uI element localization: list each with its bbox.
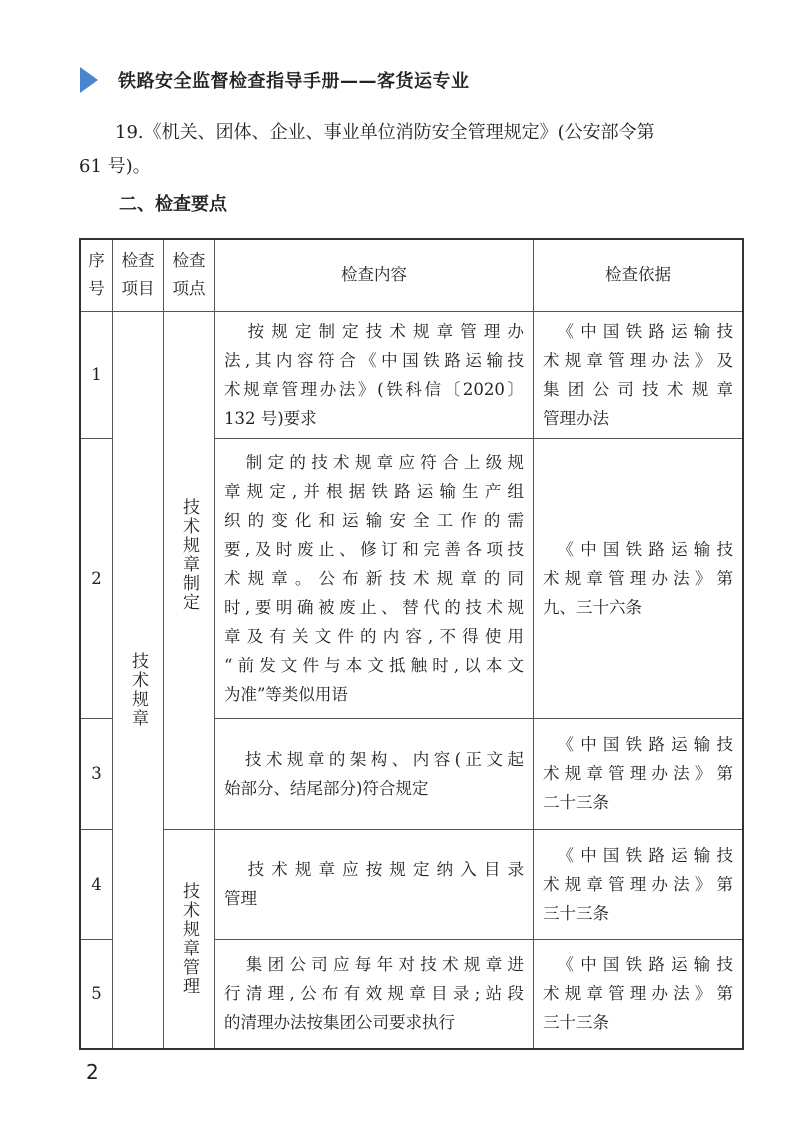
text-line: 时,要明确被废止、替代的技术规 <box>224 597 524 617</box>
item-cell: 技术规章 <box>113 311 164 1049</box>
running-header <box>80 64 470 96</box>
row-basis <box>534 939 744 1049</box>
text-line: 的清理办法按集团公司要求执行 <box>224 1013 455 1033</box>
table-row <box>80 311 743 438</box>
text-line: 行清理,公布有效规章目录;站段 <box>224 984 524 1004</box>
row-seq: 4 <box>80 829 113 939</box>
text-line: 管理办法 <box>543 408 609 428</box>
text-line: 三十三条 <box>543 1013 609 1033</box>
text-line: 制定的技术规章应符合上级规 <box>224 452 524 472</box>
row-seq: 1 <box>80 311 113 438</box>
text-line: 《中国铁路运输技 <box>543 735 733 754</box>
text-line: 技术规章的架构、内容(正文起 <box>224 749 524 769</box>
table-row <box>80 829 743 939</box>
text-line: 术规章管理办法》第 <box>543 568 733 588</box>
row-seq: 3 <box>80 718 113 829</box>
table-header-row <box>80 239 743 311</box>
inspection-table <box>79 238 744 1050</box>
text-line: 管理 <box>224 889 257 908</box>
row-basis <box>534 438 744 718</box>
text-line: 《中国铁路运输技 <box>543 955 733 975</box>
text-line: 始部分、结尾部分)符合规定 <box>224 778 429 798</box>
triangle-marker-icon <box>80 67 98 93</box>
text-line: 集团公司应每年对技术规章进 <box>224 955 524 975</box>
text-line: 二十三条 <box>543 793 609 812</box>
text-line: 法,其内容符合《中国铁路运输技 <box>224 350 524 370</box>
header-item: 检查 项目 <box>113 239 164 311</box>
text-line: 章规定,并根据铁路运输生产组 <box>224 481 524 501</box>
text-line: 术规章管理办法》第 <box>543 874 733 894</box>
header-basis: 检查依据 <box>534 239 744 311</box>
text-line: 要,及时废止、修订和完善各项技 <box>224 539 524 559</box>
row-content <box>215 311 534 438</box>
text-line: 《中国铁路运输技 <box>543 321 733 341</box>
text-line: 为准”等类似用语 <box>224 684 348 704</box>
text-line: 术规章。公布新技术规章的同 <box>224 568 524 588</box>
row-content <box>215 939 534 1049</box>
text-line: 技术规章应按规定纳入目录 <box>224 860 524 879</box>
row-seq: 5 <box>80 939 113 1049</box>
text-line: “前发文件与本文抵触时,以本文 <box>224 655 524 675</box>
text-line: 织的变化和运输安全工作的需 <box>224 510 524 530</box>
text-line: 《中国铁路运输技 <box>543 845 733 865</box>
text-line: 九、三十六条 <box>543 597 642 617</box>
row-seq: 2 <box>80 438 113 718</box>
header-point: 检查 项点 <box>164 239 215 311</box>
header-title: 铁路安全监督检查指导手册——客货运专业 <box>118 71 470 92</box>
text-line: 集团公司技术规章 <box>543 379 733 399</box>
header-content: 检查内容 <box>215 239 534 311</box>
page-number: 2 <box>86 1060 99 1084</box>
text-line: 术规章管理办法》及 <box>543 350 733 370</box>
point-cell: 技术规章管理 <box>164 829 215 1049</box>
text-line: 《中国铁路运输技 <box>543 539 733 559</box>
header-seq: 序 号 <box>80 239 113 311</box>
row-content <box>215 718 534 829</box>
section-title: 二、检查要点 <box>119 194 227 215</box>
row-basis <box>534 311 744 438</box>
text-line: 三十三条 <box>543 903 609 923</box>
text-line: 按规定制定技术规章管理办 <box>224 321 524 341</box>
text-line: 术规章管理办法》(铁科信〔2020〕 <box>224 379 524 399</box>
row-basis <box>534 718 744 829</box>
text-line: 术规章管理办法》第 <box>543 764 733 783</box>
row-basis <box>534 829 744 939</box>
text-line: 术规章管理办法》第 <box>543 984 733 1004</box>
row-content <box>215 829 534 939</box>
text-line: 132 号)要求 <box>224 408 317 428</box>
point-cell: 技术规章制定 <box>164 311 215 829</box>
paragraph-line: 61 号)。 <box>79 156 151 177</box>
row-content <box>215 438 534 718</box>
text-line: 章及有关文件的内容,不得使用 <box>224 626 524 646</box>
paragraph-line: 19.《机关、团体、企业、事业单位消防安全管理规定》(公安部令第 <box>79 122 655 143</box>
